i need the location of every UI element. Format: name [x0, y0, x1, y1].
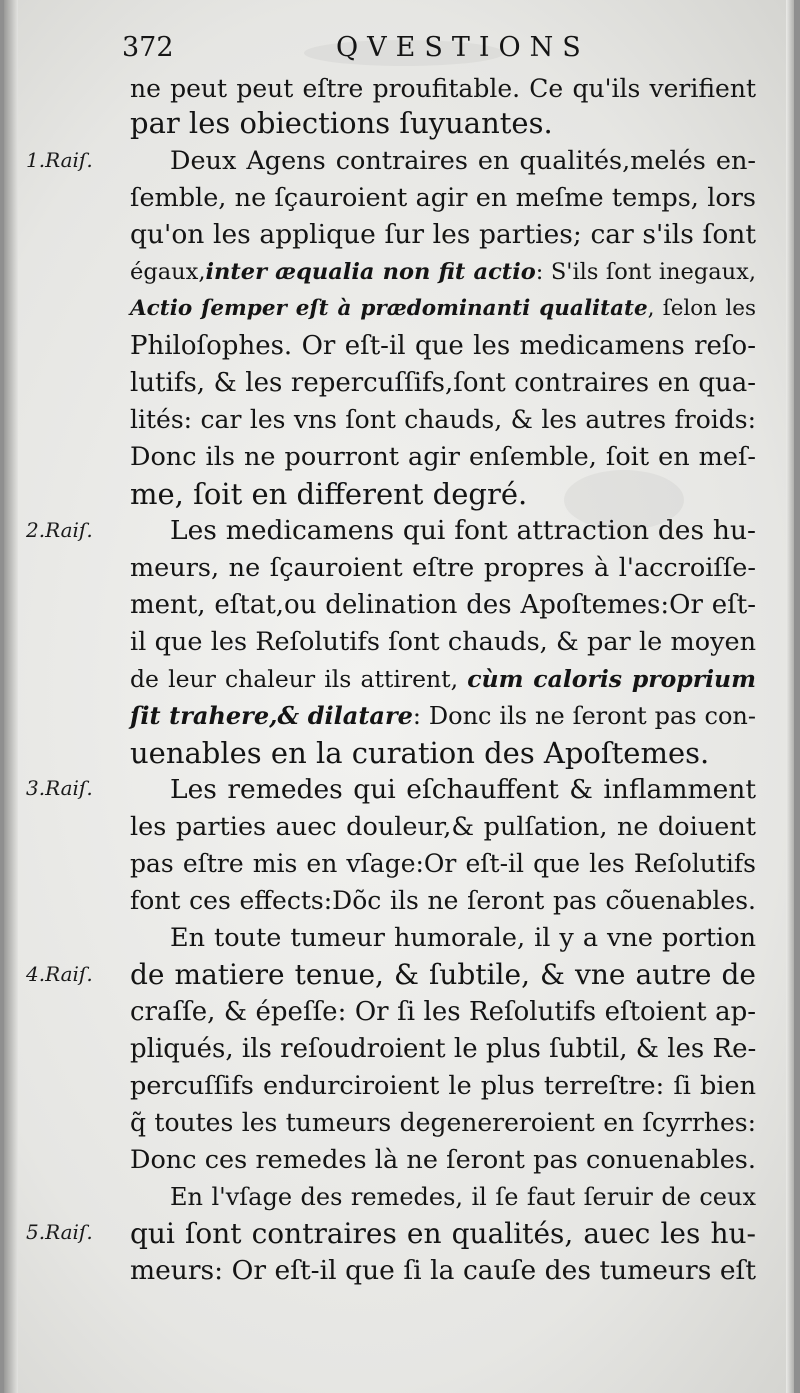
text-line: qui ſont contraires en qualités, auec les hu-: [130, 1217, 756, 1250]
text-line: par les obiections ſuyuantes.: [130, 106, 553, 140]
text-line: [130, 255, 756, 289]
text-line: craſſe, & épeſſe: Or ſi les Reſolutifs eſtoient ap-: [130, 997, 756, 1027]
margin-note: 2.Raiſ.: [26, 518, 93, 542]
latin-quotation: cùm caloris proprium: [467, 665, 756, 693]
text-line: [130, 662, 756, 696]
text-line: En l'vſage des remedes, il ſe faut ſeruir de ceux: [170, 1183, 756, 1211]
text-line: Philoſophes. Or eſt-il que les medicamens reſo-: [130, 331, 756, 361]
text-line: [130, 699, 756, 733]
text-line: uenables en la curation des Apoſtemes.: [130, 736, 710, 770]
text-segment: égaux,: [130, 259, 206, 285]
text-line: pas eſtre mis en vſage:Or eſt-il que les Reſolutifs: [130, 849, 756, 878]
text-line: les parties auec douleur,& pulſation, ne doiuent: [130, 812, 756, 842]
text-line: qu'on les applique ſur les parties; car s'ils ſont: [130, 219, 756, 250]
margin-note: 3.Raiſ.: [26, 776, 93, 800]
text-line: me, ſoit en different degré.: [130, 477, 528, 511]
page-header: [122, 32, 752, 72]
text-line: lités: car les vns ſont chauds, & les autres froids:: [130, 405, 756, 434]
running-title: QVESTIONS: [336, 32, 590, 63]
text-line: ne peut peut eſtre proufitable. Ce qu'ils verifient: [130, 74, 756, 103]
text-line: Deux Agens contraires en qualités,melés en-: [170, 146, 756, 176]
text-line: En toute tumeur humorale, il y a vne portion: [170, 923, 756, 953]
text-line: lutifs, & les repercuſſifs,ſont contraires en qua-: [130, 368, 756, 398]
page-number: 372: [122, 32, 174, 63]
text-line: Donc ils ne pourront agir enſemble, ſoit en meſ-: [130, 442, 756, 472]
text-line: Donc ces remedes là ne ſeront pas conuenables.: [130, 1145, 756, 1175]
text-line: q̃ toutes les tumeurs degenereroient en ſcyrrhes:: [130, 1108, 756, 1137]
margin-note: 4.Raiſ.: [26, 962, 93, 986]
text-line: meurs, ne ſçauroient eſtre propres à l'accroiſſe-: [130, 553, 756, 583]
text-line: font ces effects:Dõc ils ne ſeront pas cõuenables.: [130, 886, 756, 915]
text-line: il que les Reſolutifs ſont chauds, & par le moyen: [130, 627, 756, 657]
page-edge-shadow: [786, 0, 794, 1393]
text-line: meurs: Or eſt-il que ſi la cauſe des tumeurs eſt: [130, 1255, 756, 1286]
text-segment: de leur chaleur ils attirent,: [130, 665, 459, 693]
text-line: percuſſifs endurciroient le plus terreſtre: ſi bien: [130, 1071, 756, 1101]
margin-note: 5.Raiſ.: [26, 1220, 93, 1244]
text-line: ſemble, ne ſçauroient agir en meſme temps, lors: [130, 183, 756, 213]
latin-quotation: ſit trahere,& dilatare: [130, 701, 413, 730]
margin-note: 1.Raiſ.: [26, 148, 93, 172]
text-line: de matiere tenue, & ſubtile, & vne autre de: [130, 958, 756, 991]
text-line: ment, eſtat,ou delination des Apoſtemes:Or eſt-: [130, 590, 756, 620]
latin-quotation: Actio ſemper eſt à prædominanti qualitate: [130, 296, 648, 321]
text-segment: : S'ils ſont inegaux,: [535, 259, 757, 285]
text-segment: , ſelon les: [647, 296, 756, 321]
text-line: Les medicamens qui font attraction des hu-: [170, 515, 756, 546]
text-line: pliqués, ils reſoudroient le plus ſubtil, & les Re-: [130, 1034, 757, 1064]
text-segment: : Donc ils ne ſeront pas con-: [412, 702, 756, 730]
text-line: Les remedes qui eſchauffent & inflamment: [170, 774, 756, 805]
book-page: [4, 0, 794, 1393]
latin-quotation: inter æqualia non fit actio: [205, 259, 536, 285]
text-line: [130, 292, 756, 326]
page-gutter-shadow: [4, 0, 18, 1393]
